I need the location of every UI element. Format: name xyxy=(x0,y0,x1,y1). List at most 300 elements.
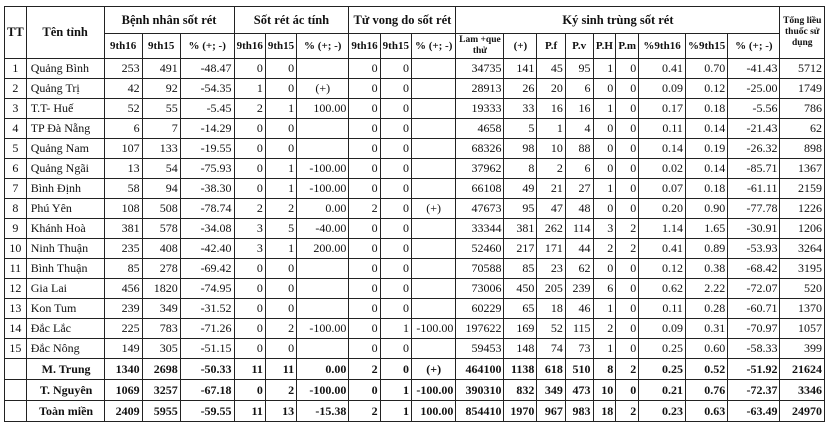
table-cell xyxy=(297,139,349,159)
table-cell: 381 xyxy=(104,219,142,239)
table-cell: 100.00 xyxy=(297,99,349,119)
table-cell: 0 xyxy=(234,380,265,401)
table-cell: 2.22 xyxy=(685,279,727,299)
table-cell: 1.14 xyxy=(639,219,686,239)
table-cell: 10 xyxy=(537,139,565,159)
table-cell: 0 xyxy=(616,159,639,179)
province-name: Quảng Trị xyxy=(26,79,104,99)
table-cell: 85 xyxy=(504,259,537,279)
table-cell: 0.28 xyxy=(685,299,727,319)
table-cell: 16 xyxy=(537,99,565,119)
table-cell: 0 xyxy=(265,139,296,159)
table-cell: 2409 xyxy=(104,401,142,422)
table-cell xyxy=(5,380,27,401)
table-cell: 0 xyxy=(380,259,411,279)
table-cell: 0.63 xyxy=(685,401,727,422)
table-cell: 47673 xyxy=(456,199,504,219)
table-cell: (+) xyxy=(411,359,455,380)
table-cell: 74 xyxy=(537,339,565,359)
table-cell: 47 xyxy=(537,199,565,219)
table-cell: 0 xyxy=(616,179,639,199)
table-cell: 27 xyxy=(565,179,593,199)
table-cell: 0 xyxy=(616,99,639,119)
table-cell: 1 xyxy=(265,159,296,179)
col-header: (+) xyxy=(504,34,537,59)
col-total-drugs-header: Tổng liều thuốc sử dụng xyxy=(780,7,825,59)
table-cell: -30.91 xyxy=(728,219,780,239)
table-row xyxy=(5,319,825,339)
table-cell: 3264 xyxy=(780,239,825,259)
table-cell: -26.32 xyxy=(728,139,780,159)
table-cell: 520 xyxy=(780,279,825,299)
table-cell: -15.38 xyxy=(297,401,349,422)
table-cell: 0 xyxy=(349,339,380,359)
province-name: T. Nguyên xyxy=(26,380,104,401)
table-cell: 0 xyxy=(265,339,296,359)
table-cell: 46 xyxy=(565,299,593,319)
table-cell: 508 xyxy=(142,199,180,219)
table-cell: 6 xyxy=(593,279,616,299)
table-cell xyxy=(5,401,27,422)
table-cell: 0.19 xyxy=(685,139,727,159)
table-cell: 0 xyxy=(265,119,296,139)
table-cell: 85 xyxy=(104,259,142,279)
table-cell: 10 xyxy=(5,239,27,259)
province-name: M. Trung xyxy=(26,359,104,380)
table-cell: 11 xyxy=(234,401,265,422)
table-cell: 0 xyxy=(349,159,380,179)
table-cell: 171 xyxy=(537,239,565,259)
table-cell: -59.55 xyxy=(180,401,234,422)
table-cell: 37962 xyxy=(456,159,504,179)
table-cell: 7 xyxy=(142,119,180,139)
table-cell: 0.90 xyxy=(685,199,727,219)
province-name: Ninh Thuận xyxy=(26,239,104,259)
table-cell: 62 xyxy=(780,119,825,139)
table-cell: 0 xyxy=(265,279,296,299)
table-cell: 0 xyxy=(616,79,639,99)
table-cell: -78.74 xyxy=(180,199,234,219)
table-cell: 0 xyxy=(234,259,265,279)
table-cell: 9 xyxy=(5,219,27,239)
table-cell: 52460 xyxy=(456,239,504,259)
col-header: % (+; -) xyxy=(180,34,234,59)
col-header: Lam +que thử xyxy=(456,34,504,59)
table-cell: 0.17 xyxy=(639,99,686,119)
table-cell: 13 xyxy=(265,401,296,422)
table-cell: 0 xyxy=(380,359,411,380)
table-cell: 2698 xyxy=(142,359,180,380)
province-name: Bình Thuận xyxy=(26,259,104,279)
table-cell xyxy=(411,139,455,159)
table-cell: 0.12 xyxy=(639,259,686,279)
col-header: % (+; -) xyxy=(728,34,780,59)
table-cell: 0 xyxy=(616,299,639,319)
table-cell: 0 xyxy=(234,279,265,299)
table-cell: 197622 xyxy=(456,319,504,339)
table-cell: 148 xyxy=(504,339,537,359)
table-cell: 6 xyxy=(565,79,593,99)
table-cell: 58 xyxy=(104,179,142,199)
province-name: Bình Định xyxy=(26,179,104,199)
table-cell: -38.30 xyxy=(180,179,234,199)
table-cell: 169 xyxy=(504,319,537,339)
summary-row xyxy=(5,380,825,401)
table-cell: 967 xyxy=(537,401,565,422)
table-cell: 1 xyxy=(5,59,27,79)
table-cell: 305 xyxy=(142,339,180,359)
col-header: %9th15 xyxy=(685,34,727,59)
table-cell: -51.15 xyxy=(180,339,234,359)
table-cell: 1340 xyxy=(104,359,142,380)
province-name: Đắc Nông xyxy=(26,339,104,359)
table-cell: 1 xyxy=(593,179,616,199)
table-cell xyxy=(411,259,455,279)
table-cell: 65 xyxy=(504,299,537,319)
province-name: Đắc Lắc xyxy=(26,319,104,339)
group-severe-header: Sốt rét ác tính xyxy=(234,7,349,34)
table-cell: -54.35 xyxy=(180,79,234,99)
table-cell: 3257 xyxy=(142,380,180,401)
table-cell: 0 xyxy=(380,79,411,99)
table-cell: 26 xyxy=(504,79,537,99)
table-cell: 4 xyxy=(565,119,593,139)
col-header: P.f xyxy=(537,34,565,59)
col-header: 9th16 xyxy=(234,34,265,59)
province-name: T.T- Huế xyxy=(26,99,104,119)
table-cell: 0 xyxy=(234,339,265,359)
table-cell: 0 xyxy=(616,259,639,279)
table-cell: 239 xyxy=(565,279,593,299)
table-cell: 0 xyxy=(349,319,380,339)
table-cell: 5 xyxy=(504,119,537,139)
table-cell: 5712 xyxy=(780,59,825,79)
table-cell: 0.14 xyxy=(685,159,727,179)
table-cell: (+) xyxy=(411,199,455,219)
table-cell: 49 xyxy=(504,179,537,199)
table-cell: -100.00 xyxy=(297,319,349,339)
table-cell: 1 xyxy=(265,239,296,259)
table-cell: 4658 xyxy=(456,119,504,139)
table-cell: 73 xyxy=(565,339,593,359)
table-cell: 0 xyxy=(349,219,380,239)
table-cell: 0.25 xyxy=(639,339,686,359)
table-cell: 0 xyxy=(349,279,380,299)
table-cell: 578 xyxy=(142,219,180,239)
table-row xyxy=(5,179,825,199)
table-cell xyxy=(411,159,455,179)
table-cell: 52 xyxy=(537,319,565,339)
table-cell: 107 xyxy=(104,139,142,159)
table-cell: 0.21 xyxy=(639,380,686,401)
table-row xyxy=(5,239,825,259)
table-cell xyxy=(5,359,27,380)
table-cell: -48.47 xyxy=(180,59,234,79)
table-cell: 618 xyxy=(537,359,565,380)
table-row xyxy=(5,139,825,159)
table-cell: -61.11 xyxy=(728,179,780,199)
table-cell: 1 xyxy=(380,319,411,339)
table-cell: 0 xyxy=(349,139,380,159)
table-cell: 12 xyxy=(5,279,27,299)
table-cell: 60229 xyxy=(456,299,504,319)
table-cell xyxy=(411,79,455,99)
table-cell: 2 xyxy=(616,359,639,380)
table-cell: 0 xyxy=(349,119,380,139)
province-name: Kon Tum xyxy=(26,299,104,319)
table-cell: 0.11 xyxy=(639,119,686,139)
table-cell: 7 xyxy=(5,179,27,199)
table-cell: 0 xyxy=(234,319,265,339)
col-header: 9th15 xyxy=(265,34,296,59)
table-cell xyxy=(297,339,349,359)
table-cell: 3195 xyxy=(780,259,825,279)
table-cell: 88 xyxy=(565,139,593,159)
table-cell: 0.18 xyxy=(685,99,727,119)
table-cell: 0 xyxy=(593,79,616,99)
table-cell: 0.31 xyxy=(685,319,727,339)
table-cell: 2 xyxy=(349,199,380,219)
table-cell: 62 xyxy=(565,259,593,279)
table-row xyxy=(5,259,825,279)
table-cell: -51.92 xyxy=(728,359,780,380)
table-cell: 0 xyxy=(349,299,380,319)
table-cell: 2 xyxy=(537,159,565,179)
table-cell: 6 xyxy=(565,159,593,179)
table-cell: 21624 xyxy=(780,359,825,380)
table-cell: 1 xyxy=(234,79,265,99)
table-cell: 0.38 xyxy=(685,259,727,279)
table-cell: 48 xyxy=(565,199,593,219)
col-header: %9th16 xyxy=(639,34,686,59)
table-cell: 0.11 xyxy=(639,299,686,319)
table-cell: 68326 xyxy=(456,139,504,159)
table-cell: -67.18 xyxy=(180,380,234,401)
col-header: % (+; -) xyxy=(297,34,349,59)
table-cell: 0.70 xyxy=(685,59,727,79)
table-cell: 0.09 xyxy=(639,319,686,339)
table-cell xyxy=(297,259,349,279)
table-cell: 0 xyxy=(380,339,411,359)
table-cell: 8 xyxy=(5,199,27,219)
table-cell: 44 xyxy=(565,239,593,259)
table-cell: 92 xyxy=(142,79,180,99)
table-cell: -14.29 xyxy=(180,119,234,139)
col-header: P.m xyxy=(616,34,639,59)
table-cell xyxy=(297,59,349,79)
table-cell: 239 xyxy=(104,299,142,319)
table-cell: 42 xyxy=(104,79,142,99)
table-cell xyxy=(411,239,455,259)
table-cell: 52 xyxy=(104,99,142,119)
table-cell: 2 xyxy=(349,359,380,380)
table-cell: 20 xyxy=(537,79,565,99)
table-cell: 0 xyxy=(616,59,639,79)
table-cell: 2 xyxy=(616,401,639,422)
table-cell: 1 xyxy=(593,339,616,359)
table-cell: -53.93 xyxy=(728,239,780,259)
table-cell: 2 xyxy=(234,199,265,219)
table-cell: 0 xyxy=(234,139,265,159)
table-cell: 0 xyxy=(380,99,411,119)
table-cell: 0 xyxy=(265,299,296,319)
table-cell: 2 xyxy=(265,199,296,219)
table-cell: 0 xyxy=(380,219,411,239)
table-cell: 23 xyxy=(537,259,565,279)
table-cell: 0 xyxy=(380,279,411,299)
table-cell: 2 xyxy=(593,239,616,259)
table-cell: 16 xyxy=(565,99,593,119)
table-cell: 114 xyxy=(565,219,593,239)
group-patients-header: Bệnh nhân sốt rét xyxy=(104,7,234,34)
col-header: 9th15 xyxy=(380,34,411,59)
table-cell xyxy=(297,119,349,139)
table-cell: 59453 xyxy=(456,339,504,359)
table-cell: 0 xyxy=(380,159,411,179)
table-cell: -60.71 xyxy=(728,299,780,319)
table-cell xyxy=(411,99,455,119)
table-cell xyxy=(411,339,455,359)
table-cell: 21 xyxy=(537,179,565,199)
province-name: TP Đà Nẵng xyxy=(26,119,104,139)
table-cell: -68.42 xyxy=(728,259,780,279)
col-header: 9th16 xyxy=(104,34,142,59)
table-cell: 0.09 xyxy=(639,79,686,99)
table-cell: 0.60 xyxy=(685,339,727,359)
table-cell: 0 xyxy=(593,119,616,139)
table-cell: 0 xyxy=(616,119,639,139)
table-cell: 0 xyxy=(380,239,411,259)
table-cell: 0 xyxy=(265,79,296,99)
table-cell: 0.00 xyxy=(297,359,349,380)
table-cell: -100.00 xyxy=(411,319,455,339)
table-cell: 1367 xyxy=(780,159,825,179)
table-cell: 95 xyxy=(565,59,593,79)
table-cell: 13 xyxy=(104,159,142,179)
table-cell: 0.02 xyxy=(639,159,686,179)
table-cell: -85.71 xyxy=(728,159,780,179)
table-cell: 3 xyxy=(5,99,27,119)
table-cell: 1370 xyxy=(780,299,825,319)
table-body xyxy=(5,59,825,422)
table-cell: -21.43 xyxy=(728,119,780,139)
table-cell: -40.00 xyxy=(297,219,349,239)
table-cell: 200.00 xyxy=(297,239,349,259)
summary-row xyxy=(5,359,825,380)
table-row xyxy=(5,199,825,219)
table-cell: 0 xyxy=(593,159,616,179)
table-cell: 832 xyxy=(504,380,537,401)
table-cell: 2 xyxy=(616,239,639,259)
table-cell: 2159 xyxy=(780,179,825,199)
table-cell: 205 xyxy=(537,279,565,299)
table-cell xyxy=(411,179,455,199)
table-cell: 0.76 xyxy=(685,380,727,401)
table-cell: 11 xyxy=(5,259,27,279)
table-cell: 1970 xyxy=(504,401,537,422)
table-cell: 100.00 xyxy=(411,401,455,422)
table-cell: 0.25 xyxy=(639,359,686,380)
table-cell: 0 xyxy=(380,299,411,319)
table-cell: 3346 xyxy=(780,380,825,401)
table-cell: 149 xyxy=(104,339,142,359)
table-cell: 0 xyxy=(349,79,380,99)
table-cell: 2 xyxy=(349,401,380,422)
table-cell: 66108 xyxy=(456,179,504,199)
table-cell: 14 xyxy=(5,319,27,339)
table-cell: -5.45 xyxy=(180,99,234,119)
province-name: Toàn miền xyxy=(26,401,104,422)
table-cell: 0.00 xyxy=(297,199,349,219)
table-row xyxy=(5,159,825,179)
table-cell: 5955 xyxy=(142,401,180,422)
table-cell: 0 xyxy=(349,380,380,401)
table-cell: 278 xyxy=(142,259,180,279)
table-cell: 24970 xyxy=(780,401,825,422)
table-cell: 0 xyxy=(349,259,380,279)
table-cell: 0.62 xyxy=(639,279,686,299)
table-cell: 2 xyxy=(616,219,639,239)
table-cell: 473 xyxy=(565,380,593,401)
table-cell: 0 xyxy=(349,59,380,79)
table-cell: 1138 xyxy=(504,359,537,380)
table-cell: 0 xyxy=(616,199,639,219)
table-row xyxy=(5,99,825,119)
table-cell: 0 xyxy=(616,339,639,359)
table-cell: -77.78 xyxy=(728,199,780,219)
table-row xyxy=(5,219,825,239)
table-cell: -31.52 xyxy=(180,299,234,319)
table-cell: 3 xyxy=(593,219,616,239)
table-cell: 225 xyxy=(104,319,142,339)
table-cell: 1 xyxy=(593,299,616,319)
province-name: Quảng Ngãi xyxy=(26,159,104,179)
col-header: 9th15 xyxy=(142,34,180,59)
table-cell: 8 xyxy=(593,359,616,380)
table-cell xyxy=(411,299,455,319)
table-cell: 28913 xyxy=(456,79,504,99)
table-cell: 10 xyxy=(593,380,616,401)
table-cell: -100.00 xyxy=(411,380,455,401)
table-cell: 3 xyxy=(234,219,265,239)
table-cell: -50.33 xyxy=(180,359,234,380)
table-cell: 98 xyxy=(504,139,537,159)
table-cell: 1820 xyxy=(142,279,180,299)
table-cell: 11 xyxy=(234,359,265,380)
table-cell: (+) xyxy=(297,79,349,99)
table-cell: 235 xyxy=(104,239,142,259)
table-cell xyxy=(411,119,455,139)
table-cell: 1 xyxy=(380,401,411,422)
table-cell: 0.20 xyxy=(639,199,686,219)
table-cell: 0 xyxy=(593,139,616,159)
table-cell: 0.14 xyxy=(639,139,686,159)
table-cell: 5 xyxy=(265,219,296,239)
table-cell: 349 xyxy=(537,380,565,401)
table-cell: 786 xyxy=(780,99,825,119)
table-cell: 15 xyxy=(5,339,27,359)
table-cell: 0 xyxy=(234,119,265,139)
col-header: P.v xyxy=(565,34,593,59)
table-cell: 8 xyxy=(504,159,537,179)
table-cell: 115 xyxy=(565,319,593,339)
table-cell: 2 xyxy=(5,79,27,99)
table-cell: 0 xyxy=(265,59,296,79)
malaria-report-table xyxy=(4,6,825,422)
table-cell: 0 xyxy=(380,59,411,79)
table-cell: 510 xyxy=(565,359,593,380)
table-cell: -100.00 xyxy=(297,159,349,179)
